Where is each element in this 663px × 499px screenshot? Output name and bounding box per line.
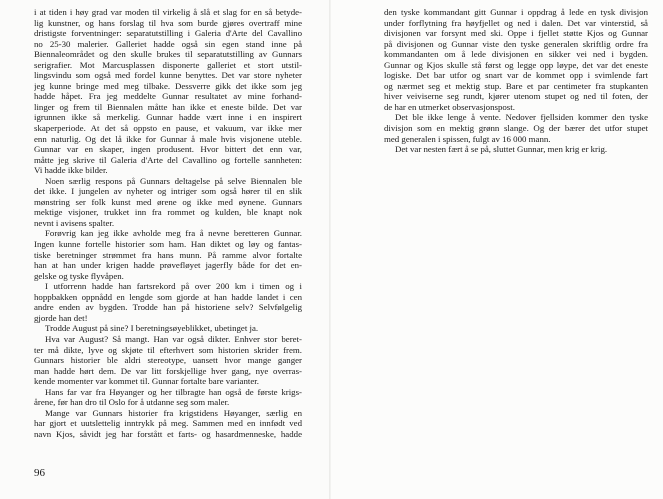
text-line: hoppbakken oppnådd en lengde som gjorde at han hadde landet i cen	[34, 291, 302, 302]
text-line: Mange var Gunnars historier fra krigstidens Høyanger, særlig en	[45, 407, 302, 418]
text-line: kende momenter var kommet til. Gunnar fortalte bare varianter.	[34, 376, 259, 387]
text-line: Gunnar og Kjos skulle stå først og legge opp løype, det var det eneste	[384, 59, 648, 70]
text-line: under forflytning fra høyfjellet og ned i dalen. Det var vinterstid, så	[384, 17, 648, 28]
left-page	[0, 0, 330, 499]
text-line: ter må dikte, lyve og skjøte til efterhvert som historien skrider frem.	[34, 344, 302, 355]
text-line: skaperperiode. At det så oppsto en pause, et vakuum, var ikke mer	[34, 123, 302, 134]
text-line: lingsvindu som også med fordel kunne benyttes. Det var store nyheter	[34, 70, 302, 81]
text-line: han at han under krigen hadde prøvefløyet jagerfly både for det en-	[34, 260, 302, 271]
text-line: serigrafier. Mot Marcusplassen disponerte galleriet et stort utstil-	[34, 59, 302, 70]
text-line: mektige visjoner, trukket inn fra rommet og kulden, ble knapt nok	[34, 207, 302, 218]
text-line: kommandanten om å lede divisjonen en sikker vei ned i bygden.	[384, 49, 648, 60]
right-page	[331, 0, 663, 499]
page-number: 96	[34, 467, 45, 479]
text-line: dristigste forventninger: separatutstilling i Galeria d'Arte del Cavallino	[34, 28, 302, 39]
text-line: og nærmet seg et mektig stup. Bare et par centimeter fra stupkanten	[384, 80, 648, 91]
text-line: på divisjonen og Gunnar viste den tyske generalen skriftlig ordre fra	[384, 38, 648, 49]
text-line: Noen særlig respons på Gunnars deltagelse på selve Biennalen ble	[45, 175, 302, 186]
text-line: hadde håpet. Fra jeg meddelte Gunnar resultatet av mine forhand-	[34, 91, 302, 102]
text-line: andre enden av bygden. Trodde han på historiene selv? Selvfølgelig	[34, 302, 302, 313]
left-page-text-column	[34, 7, 302, 439]
text-line: mønstring ser folk kunst med ørene og ikke med øynene. Gunnars	[34, 196, 302, 207]
text-line: i at tiden i høy grad var moden til virkelig å slå et slag for en så betyde-	[34, 7, 302, 17]
text-line: måtte jeg skrive til Galeria d'Arte del Cavallino og fortelle sannheten:	[34, 154, 302, 165]
text-line: Forøvrig kan jeg ikke avholde meg fra å nevne beretteren Gunnar.	[45, 228, 302, 239]
text-line: logiske. Det bar utfor og snart var de kommet opp i svimlende fart	[384, 70, 648, 81]
text-line: enn naturlig. Og det lå ikke for Gunnar å male hvis visjonene uteble.	[34, 133, 302, 144]
text-line: lig kunstner, og hans forslag til hva som burde gjøres overtraff mine	[34, 17, 302, 28]
text-line: no 25-30 malerier. Galleriet hadde også sin egen stand inne på	[34, 38, 302, 49]
text-line: Trodde August på sine? I beretningsøyeblikket, ubetinget ja.	[45, 323, 259, 334]
text-line: nevnt i avisens spalter.	[34, 217, 115, 228]
text-line: med generalen i spissen, fulgt av 16 000 mann.	[384, 133, 551, 144]
text-line: Hans far var fra Høyanger og her tilbragte han også de første krigs-	[45, 386, 302, 397]
text-line: gelske og tyske flyvåpen.	[34, 270, 124, 281]
text-line: Vi hadde ikke bilder.	[34, 165, 108, 176]
text-line: igrunnen ikke så merkelig. Gunnar hadde vært inne i en inspirert	[34, 112, 302, 123]
text-line: divisjonen var forsynt med ski. Oppe i fjellet støtte Kjos og Gunnar	[384, 28, 648, 39]
text-line: Det var nesten fært å se på, sluttet Gunnar, men krig er krig.	[395, 144, 608, 155]
text-line: den tyske kommandant gitt Gunnar i oppdrag å lede en tysk divisjon	[384, 7, 648, 17]
right-page-text-column	[384, 7, 648, 155]
text-line: de har en utmerket observasjonspost.	[384, 101, 515, 112]
text-line: Det ble ikke lenge å vente. Nedover fjellsiden kommer den tyske	[395, 112, 648, 123]
text-line: Hva var August? Så mangt. Han var også dikter. Enhver stor beret-	[45, 333, 302, 344]
text-line: navn Kjos, såvidt jeg har forstått et farts- og hasardmenneske, hadde	[34, 428, 302, 439]
text-line: divisjon som en mektig grønn slange. Og der bærer det utfor stupet	[384, 123, 648, 134]
text-line: har gjort et uutslettelig inntrykk på meg. Sammen med en innfødt ved	[34, 418, 302, 429]
text-line: man hadde hørt dem. De var litt forskjellige hver gang, nye overras-	[34, 365, 302, 376]
text-line: jeg kunne bringe med meg tilbake. Dessverre gikk det ikke som jeg	[34, 80, 302, 91]
text-line: hiver veiviserne seg rundt, kjører utenom stupet og ned til foten, der	[384, 91, 648, 102]
text-line: Ingen kunne fortelle historier som ham. Han diktet og løy og fantas-	[34, 239, 302, 250]
text-line: det ikke. I jungelen av nyheter og intriger som også hører til en slik	[34, 186, 302, 197]
text-line: tiske beretninger strømmet fra hans munn. På ramme alvor fortalte	[34, 249, 302, 260]
text-line: Gunnar var en skaper, ingen produsent. Hvor bittert det enn var,	[34, 144, 302, 155]
text-line: Biennaleområdet og den skulle brukes til separatutstilling av Gunnars	[34, 49, 302, 60]
text-line: I utforrenn hadde han fartsrekord på over 200 km i timen og i	[45, 281, 302, 292]
text-line: gjorde han det!	[34, 312, 88, 323]
text-line: Gunnars historier ble aldri stereotype, uansett hvor mange ganger	[34, 355, 302, 366]
text-line: linger og frem til Biennalen måtte han ikke et eneste bilde. Det var	[34, 101, 302, 112]
text-line: årene, før han dro til Oslo for å utdanne seg som maler.	[34, 397, 230, 408]
